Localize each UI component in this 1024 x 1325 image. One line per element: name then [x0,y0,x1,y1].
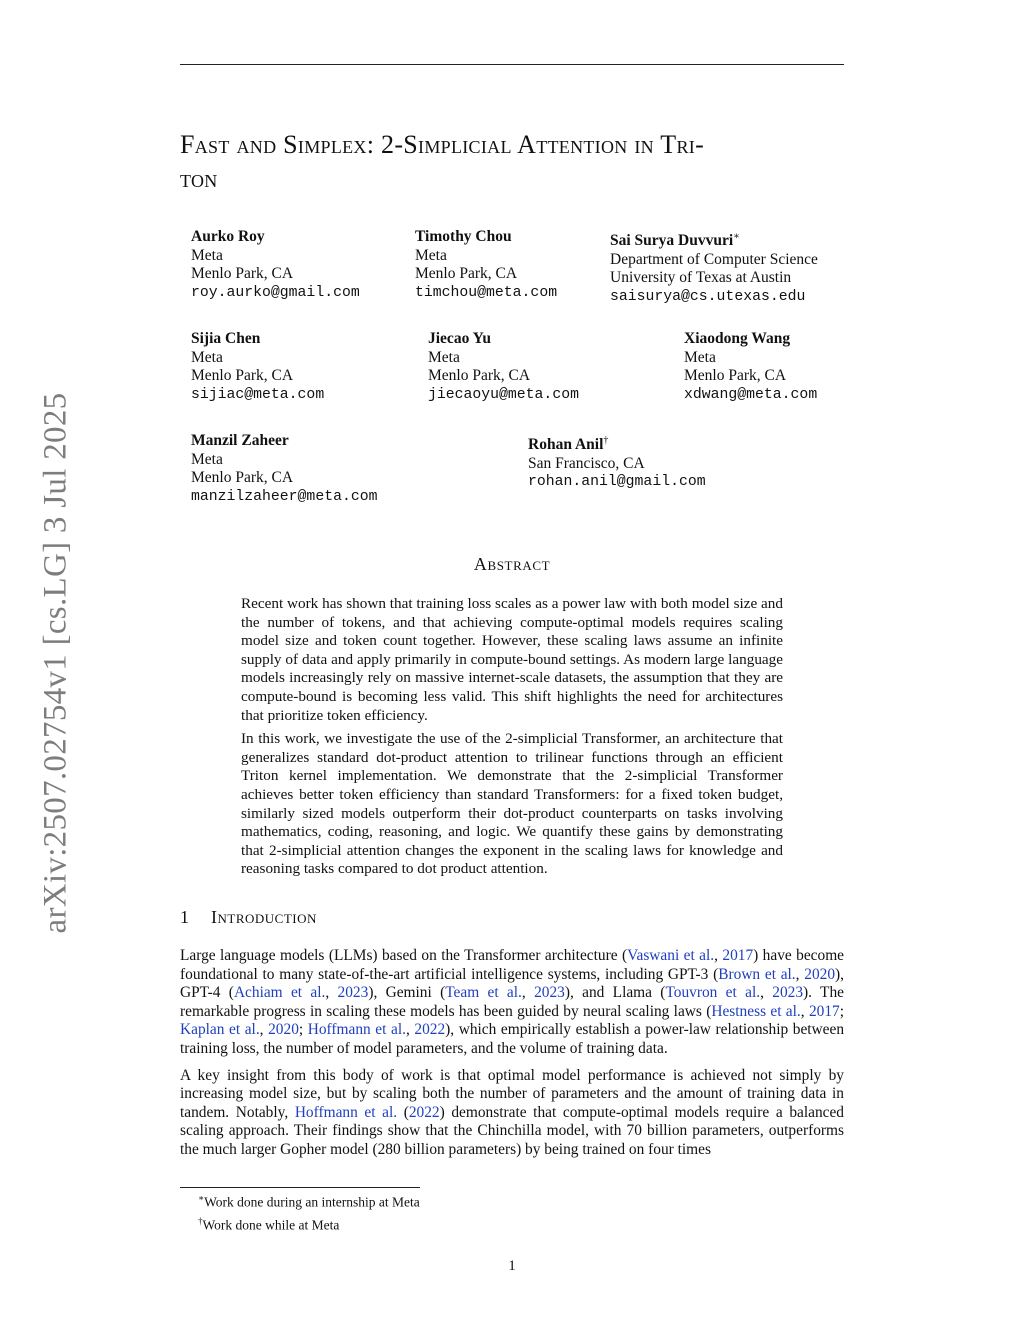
text-run: ), Gemini ( [368,984,446,1002]
text-run: , [760,984,773,1002]
author-block [415,228,557,302]
section-number: 1 [180,907,190,927]
citation-link[interactable]: 2020 [268,1021,299,1039]
text-run: ( [397,1103,409,1121]
author-location: San Francisco, CA [528,454,645,472]
author-affiliation: Department of Computer Science [610,250,818,268]
text-run: , [521,984,535,1002]
footnote-text: Work done while at Meta [202,1217,340,1233]
author-location: Menlo Park, CA [684,367,787,384]
text-run: A key insight from this body of work is that optimal model performance is achieved not simply by increasing model size, but by scaling both the number of parameters and the amount of training data in tandem. Notably, [180,1066,844,1121]
citation-link[interactable]: Vaswani et al. [627,947,715,964]
abstract-paragraph: In this work, we investigate the use of the 2-simplicial Transformer, an architecture that generalizes standard dot-product attention to trilinear functions through an efficient Triton kernel implementation. We demonstrate that the 2-simplicial Transformer achieves better token efficiency than standard Transformers: for a fixed token budget, similarly sized models outperform their dot-product counterparts on tasks involving mathematics, coding, reasoning, and logic. We quantify these gains by demonstrating that 2-simplicial attention changes the exponent in the scaling laws for knowledge and reasoning tasks compared to dot product attention. [241,730,783,878]
citation-link[interactable]: Touvron et al. [665,984,761,1002]
author-block [428,330,579,404]
author-email[interactable]: rohan.anil@gmail.com [528,474,706,491]
citation-link[interactable]: Achiam et al. [233,984,326,1002]
author-block [191,432,377,506]
arxiv-identifier[interactable]: arXiv:2507.02754v1 [cs.LG] 3 Jul 2025 [37,392,74,934]
text-run: , [800,1002,809,1020]
author-email[interactable]: roy.aurko@gmail.com [191,284,360,301]
abstract-paragraph: Recent work has shown that training loss scales as a power law with both model size and the number of tokens, and that achieving compute-optimal models requires scaling model size and token count together. However, these scaling laws assume an infinite supply of data and apply primarily in compute-bound settings. As modern large language models increasingly rely on massive internet-scale datasets, the assumption that they are compute-bound is becoming less valid. This shift highlights the need for architectures that prioritize token efficiency. [241,595,783,724]
author-name: Rohan Anil [528,436,604,454]
footnote-rule [180,1187,420,1188]
text-run: Large language models (LLMs) based on the Transformer architecture ( [180,947,628,964]
body-paragraph [180,1067,844,1160]
author-location: Menlo Park, CA [191,367,294,384]
author-email[interactable]: jiecaoyu@meta.com [428,386,579,403]
author-email[interactable]: xdwang@meta.com [684,386,818,403]
author-block [191,228,360,302]
citation-link[interactable]: 2022 [408,1103,440,1121]
footnote [198,1189,420,1212]
citation-link[interactable]: Team et al. [445,984,522,1002]
author-block [528,432,706,492]
paper-title [180,128,860,196]
author-email[interactable]: sijiac@meta.com [191,386,325,403]
title-line-1: Fast and Simplex: 2-Simplicial Attention in Tri- [180,130,705,159]
footnotes [198,1189,420,1235]
citation-link[interactable]: 2017 [808,1002,840,1020]
citation-link[interactable]: Hoffmann et al. [307,1021,406,1039]
title-line-2: ton [180,164,218,193]
abstract-heading: Abstract [473,554,551,574]
text-run: ), and Llama ( [564,984,666,1002]
author-location: Menlo Park, CA [191,265,294,282]
text-run: ), GPT-4 ( [180,965,845,1002]
abstract-body [241,595,783,884]
author-email[interactable]: saisurya@cs.utexas.edu [610,288,806,305]
author-affiliation: Meta [684,348,716,366]
body-paragraph [180,947,844,1059]
text-run: ) have become foundational to many state-of-the-art artificial intelligence systems, including GPT-3 ( [180,947,845,983]
author-block [610,228,818,306]
footnote-mark: ∗ [198,1193,205,1203]
text-run: , [259,1021,269,1039]
text-run: , [325,984,338,1002]
author-name: Xiaodong Wang [684,330,791,347]
citation-link[interactable]: Brown et al. [718,965,796,983]
introduction-body [180,947,844,1168]
citation-link[interactable]: 2023 [337,984,369,1002]
author-name: Jiecao Yu [428,330,492,347]
author-location: Menlo Park, CA [415,265,518,282]
author-name: Manzil Zaheer [191,432,289,449]
citation-link[interactable]: 2022 [414,1021,446,1039]
author-name: Sijia Chen [191,330,261,347]
section-title: Introduction [211,907,317,927]
text-run: ; [298,1021,308,1039]
citation-link[interactable]: Kaplan et al. [180,1021,260,1039]
text-run: , [405,1021,415,1039]
author-name: Sai Surya Duvvuri [610,232,734,250]
page-number: 1 [508,1258,516,1274]
author-affiliation: Meta [191,246,223,264]
author-name: Timothy Chou [415,228,512,245]
author-name: Aurko Roy [191,228,265,245]
text-run: ; [839,1002,844,1020]
author-block [684,330,817,404]
footnote-mark: † [198,1216,203,1226]
footnote-text: Work done during an internship at Meta [204,1194,420,1210]
citation-link[interactable]: 2017 [722,947,754,964]
section-heading [180,907,317,928]
citation-link[interactable]: Hestness et al. [711,1002,801,1020]
author-block [191,330,324,404]
author-location: Menlo Park, CA [428,367,531,384]
top-rule [180,64,844,65]
text-run: ) demonstrate that compute-optimal models require a balanced scaling approach. Their findings show that the Chinchilla model, with 70 billion parameters, outperforms the much larger Gopher model (280 billion parameters) by being trained on four times [180,1103,845,1158]
citation-link[interactable]: 2023 [772,984,804,1002]
author-location: University of Texas at Austin [610,269,792,287]
author-email[interactable]: timchou@meta.com [415,284,558,301]
citation-link[interactable]: 2020 [804,965,836,983]
author-email[interactable]: manzilzaheer@meta.com [191,488,378,505]
author-affiliation: Meta [191,450,223,468]
text-run: ). The remarkable progress in scaling these models has been guided by neural scaling laws ( [180,984,844,1020]
author-footnote-mark: ∗ [733,231,740,242]
text-run: , [714,947,723,964]
text-run: , [795,965,805,983]
citation-link[interactable]: Hoffmann et al. [294,1103,398,1121]
author-affiliation: Meta [191,348,223,366]
citation-link[interactable]: 2023 [534,984,565,1002]
author-affiliation: Meta [428,348,460,366]
text-run: ), which empirically establish a power-law relationship between training loss, the number of model parameters, and the volume of training data. [180,1021,845,1057]
author-footnote-mark: † [603,435,609,446]
author-affiliation: Meta [415,246,447,264]
footnote [198,1212,420,1235]
author-location: Menlo Park, CA [191,469,294,486]
